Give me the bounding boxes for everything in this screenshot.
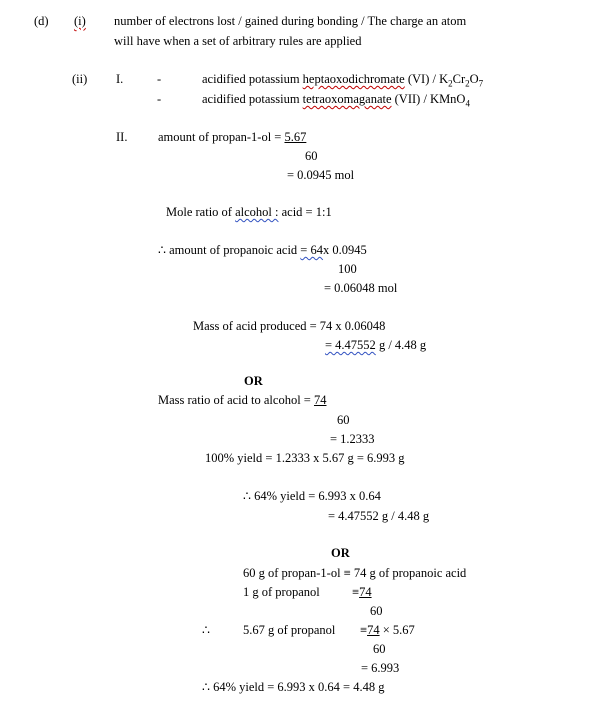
- reagent-dichromate: acidified potassium heptaoxodichromate $(VI) / K_2Cr_2O_7$: [202, 72, 484, 89]
- alt-sample-result: = 6.993: [361, 661, 400, 675]
- dash-2: -: [157, 92, 162, 106]
- alt-sample: 5.67 g of propanol: [243, 623, 336, 637]
- mass-ratio-result: = 1.2333: [330, 432, 375, 446]
- mole-ratio: Mole ratio of alcohol : acid = 1:1: [166, 205, 332, 219]
- item-I-label: I.: [116, 72, 124, 86]
- mass-ratio: Mass ratio of acid to alcohol = 74: [158, 393, 327, 407]
- alt-per-gram-value: ≡74: [352, 585, 372, 599]
- reagent-permanganate: acidified potassium tetraoxomaganate (VII) / KMnO$_4$: [202, 92, 470, 109]
- dash-1: -: [157, 72, 162, 86]
- alt-sample-value: ≡74 × 5.67: [360, 623, 415, 637]
- item-II-label: II.: [116, 130, 128, 144]
- definition-line-2: will have when a set of arbitrary rules are applied: [114, 34, 362, 48]
- amount-acid: ∴ amount of propanoic acid = 64x 0.0945: [158, 243, 367, 257]
- therefore-symbol: ∴: [202, 623, 210, 637]
- subpart-i-label: (i): [74, 14, 86, 28]
- definition-line-1: number of electrons lost / gained during bonding / The charge an atom: [114, 14, 467, 28]
- alt-sample-denominator: 60: [373, 642, 386, 656]
- or-divider-1: OR: [244, 374, 263, 388]
- part-d-label: (d): [34, 14, 49, 28]
- alt-equivalence: 60 g of propan-1-ol ≡ 74 g of propanoic acid: [243, 566, 467, 580]
- amount-acid-denominator: 100: [338, 262, 357, 276]
- amount-propanol-result: = 0.0945 mol: [287, 168, 355, 182]
- yield-100: 100% yield = 1.2333 x 5.67 g = 6.993 g: [205, 451, 405, 465]
- amount-propanol: amount of propan-1-ol = 5.67: [158, 130, 307, 144]
- yield-64-result: = 4.47552 g / 4.48 g: [328, 509, 430, 523]
- yield-64: ∴ 64% yield = 6.993 x 0.64: [243, 489, 381, 503]
- mass-acid-result: = 4.47552 g / 4.48 g: [325, 338, 427, 352]
- mass-acid: Mass of acid produced = 74 x 0.06048: [193, 319, 386, 333]
- final-yield: ∴ 64% yield = 6.993 x 0.64 = 4.48 g: [202, 680, 385, 694]
- mass-ratio-denominator: 60: [337, 413, 350, 427]
- alt-per-gram: 1 g of propanol: [243, 585, 320, 599]
- subpart-ii-label: (ii): [72, 72, 88, 86]
- or-divider-2: OR: [331, 546, 350, 560]
- alt-per-gram-denominator: 60: [370, 604, 383, 618]
- amount-propanol-denominator: 60: [305, 149, 318, 163]
- amount-acid-result: = 0.06048 mol: [324, 281, 398, 295]
